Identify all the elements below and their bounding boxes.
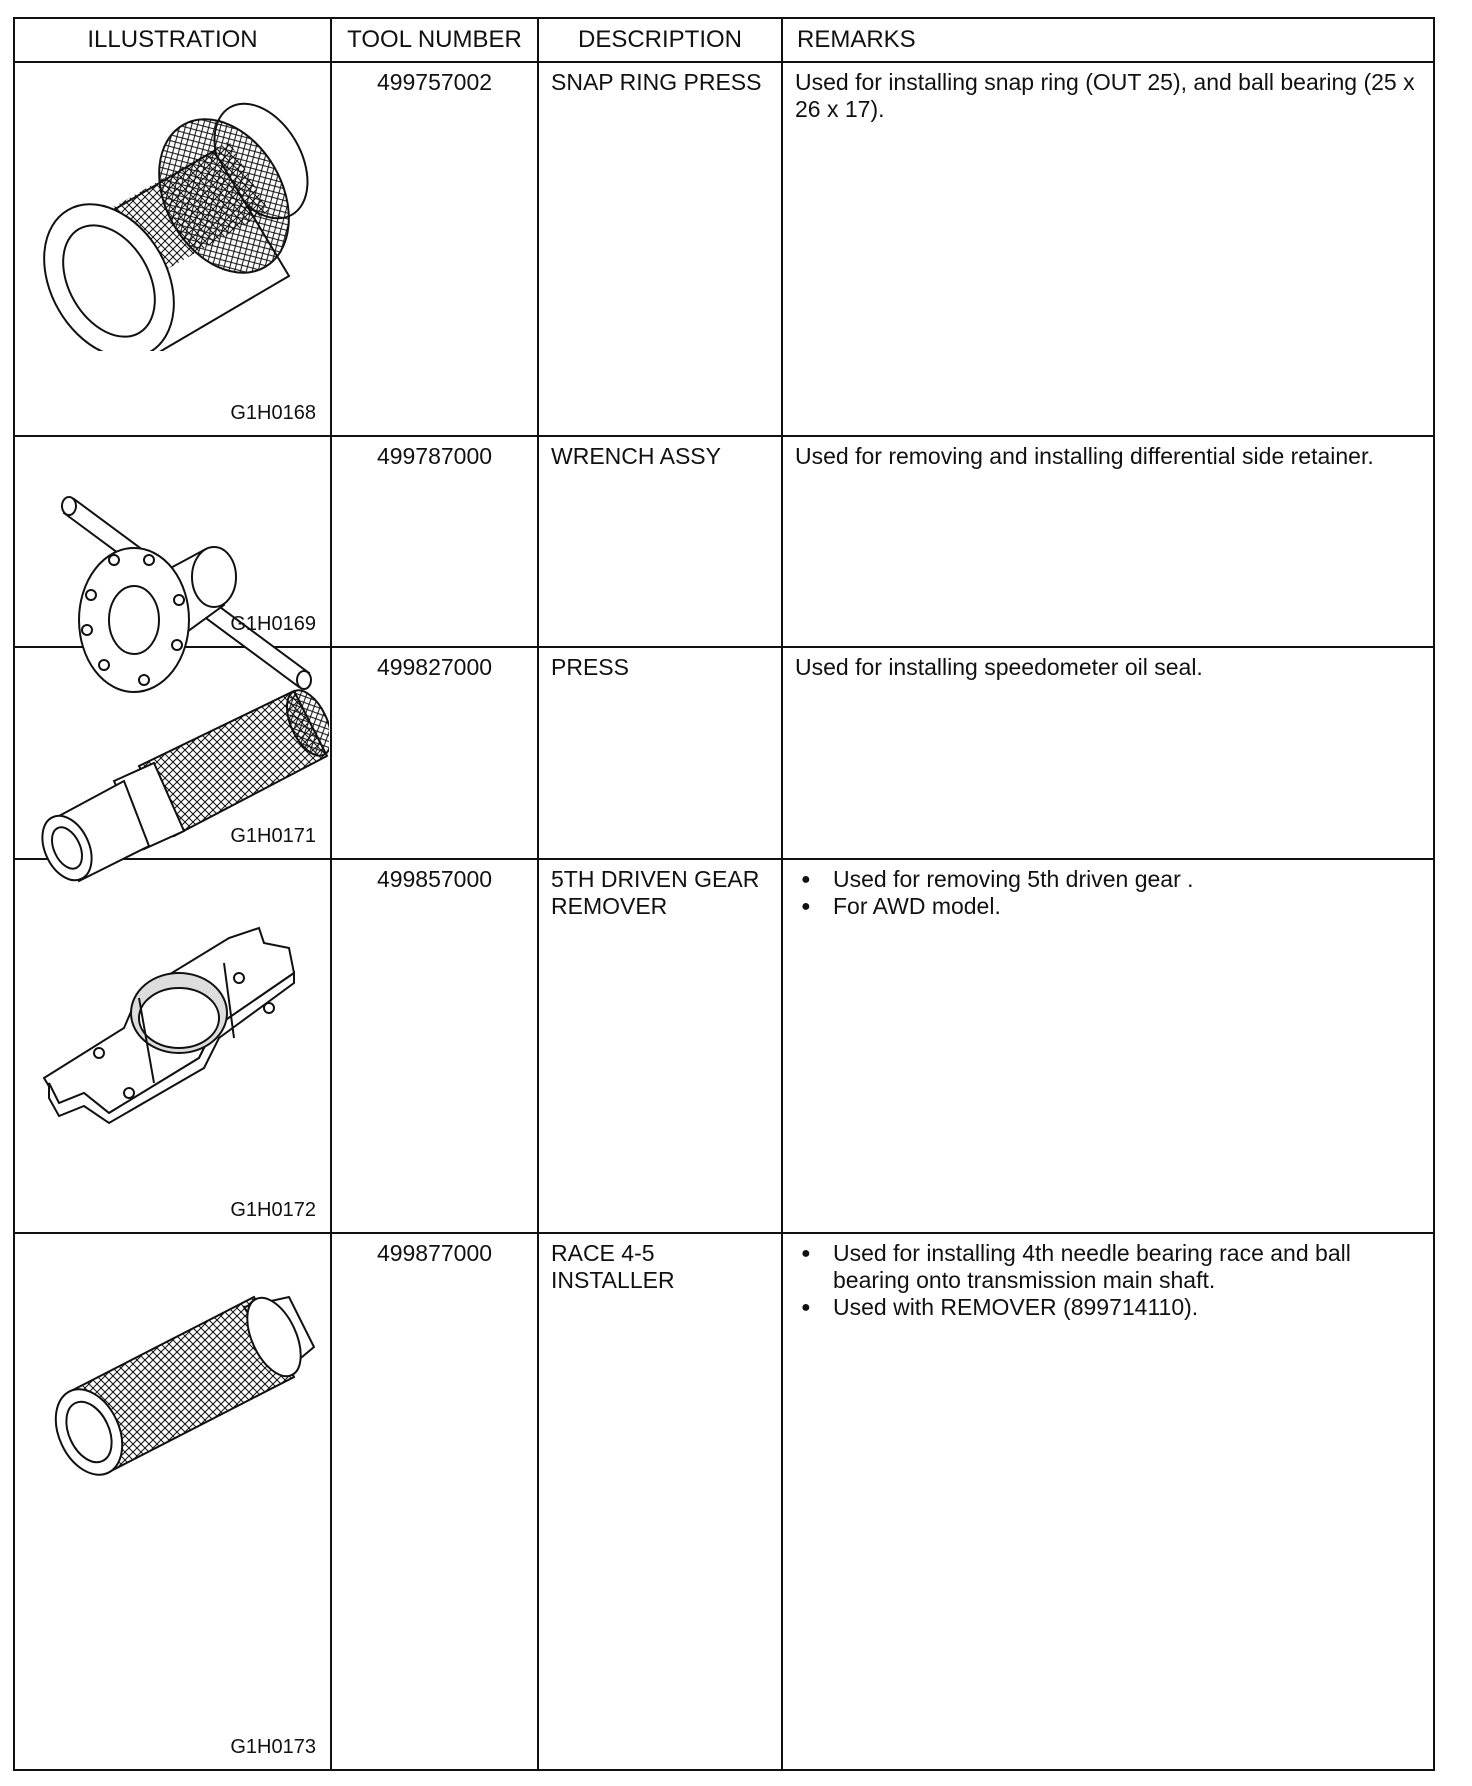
figure-code: G1H0172 [230, 1198, 316, 1221]
gear-remover-drawing [29, 878, 329, 1148]
header-illustration: ILLUSTRATION [14, 18, 331, 62]
remarks-list [795, 866, 1425, 920]
remark-bullet: ● Used for installing 4th needle bearing race and ball bearing onto transmission main shaft. [833, 1240, 1425, 1294]
tool-number: 499827000 [331, 647, 538, 858]
header-tool-number: TOOL NUMBER [331, 18, 538, 62]
description: SNAP RING PRESS [538, 62, 782, 436]
description: PRESS [538, 647, 782, 858]
figure-code: G1H0171 [230, 824, 316, 847]
remarks-list [795, 1240, 1425, 1321]
remark-bullet: ● Used with REMOVER (899714110). [833, 1294, 1425, 1321]
tool-number: 499857000 [331, 859, 538, 1233]
illustration-cell [14, 62, 331, 436]
tool-number: 499787000 [331, 436, 538, 647]
table-row [14, 647, 1434, 858]
special-tools-table [13, 17, 1435, 1771]
description: WRENCH ASSY [538, 436, 782, 647]
figure-code: G1H0173 [230, 1736, 316, 1758]
table-row [14, 859, 1434, 1233]
remarks: Used for installing snap ring (OUT 25), and ball bearing (25 x 26 x 17). [782, 62, 1434, 436]
table-row [14, 1233, 1434, 1770]
figure-code: G1H0168 [230, 402, 316, 425]
remarks [782, 859, 1434, 1233]
remarks [782, 1233, 1434, 1770]
table-row [14, 436, 1434, 647]
header-remarks: REMARKS [782, 18, 1434, 62]
header-row [14, 18, 1434, 62]
remarks: Used for installing speedometer oil seal. [782, 647, 1434, 858]
remark-bullet: ● For AWD model. [833, 893, 1425, 920]
illustration-cell [14, 859, 331, 1233]
description: 5TH DRIVEN GEAR REMOVER [538, 859, 782, 1233]
header-description: DESCRIPTION [538, 18, 782, 62]
tool-number: 499877000 [331, 1233, 538, 1770]
illustration-cell [14, 1233, 331, 1770]
snap-ring-press-drawing [29, 81, 329, 351]
figure-code: G1H0169 [230, 613, 316, 636]
remarks: Used for removing and installing differential side retainer. [782, 436, 1434, 647]
illustration-cell [14, 436, 331, 647]
table-row [14, 62, 1434, 436]
tool-number: 499757002 [331, 62, 538, 436]
remark-bullet: ● Used for removing 5th driven gear . [833, 866, 1425, 893]
race-installer-drawing [29, 1252, 329, 1522]
description: RACE 4-5 INSTALLER [538, 1233, 782, 1770]
illustration-cell [14, 647, 331, 858]
